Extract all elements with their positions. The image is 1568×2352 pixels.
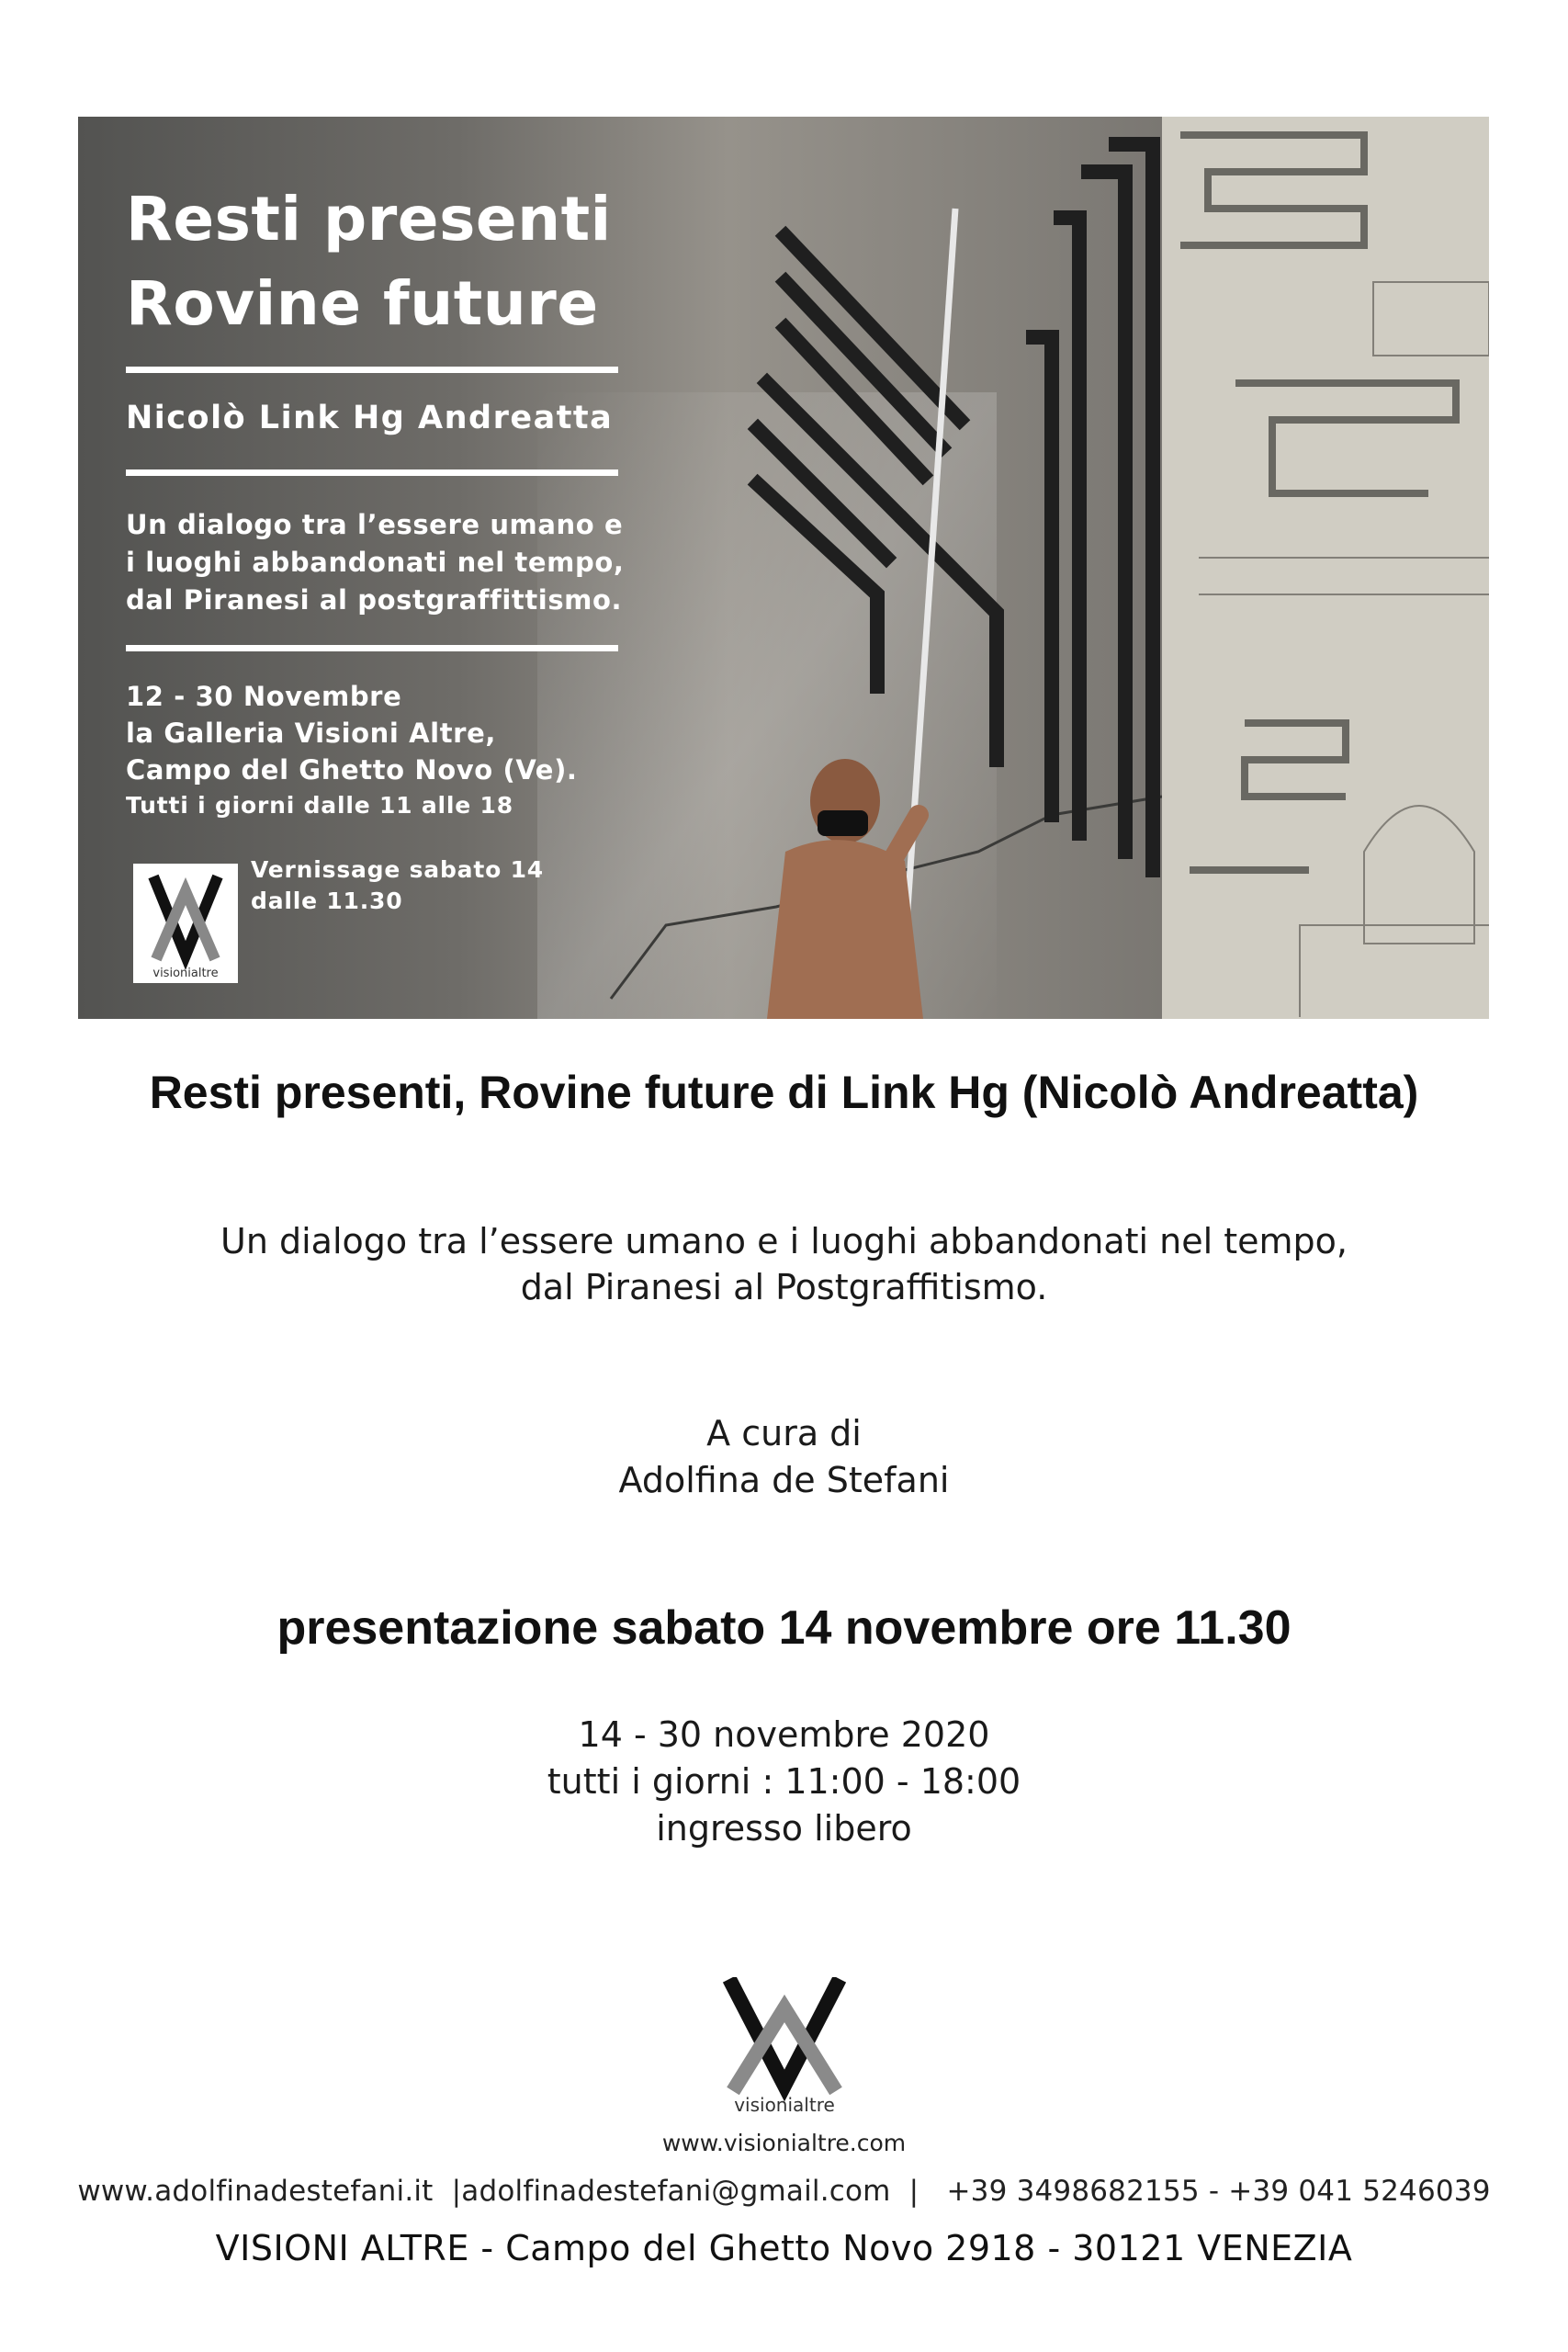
poster-logo-text: visionialtre — [152, 967, 219, 980]
visionialtre-logo-icon — [720, 1977, 849, 2115]
gallery-website-link[interactable]: www.visionialtre.com — [661, 2130, 907, 2156]
poster-vernissage-line: dalle 11.30 — [251, 888, 403, 914]
poster-description-line: dal Piranesi al postgraffittismo. — [126, 584, 623, 616]
exhibition-info — [0, 1712, 1568, 1852]
curator-name: Adolfina de Stefani — [618, 1460, 950, 1500]
description — [0, 1218, 1568, 1310]
poster-description — [126, 506, 624, 619]
curator-label: A cura di — [706, 1413, 862, 1453]
poster-vernissage-line: Vernissage sabato 14 — [251, 856, 544, 883]
description-line: Un dialogo tra l’essere umano e i luoghi abbandonati nel tempo, — [220, 1221, 1348, 1261]
page-title: Resti presenti, Rovine future di Link Hg (Nicolò Andreatta) — [149, 1067, 1419, 1118]
description-line: dal Piranesi al Postgraffitismo. — [520, 1267, 1048, 1307]
poster-divider — [126, 469, 618, 476]
poster-title-line: Rovine future — [126, 268, 599, 339]
exhibition-hours: tutti i giorni : 11:00 - 18:00 — [547, 1761, 1021, 1802]
poster-dates-line: 12 - 30 Novembre — [126, 681, 402, 712]
contact-line[interactable]: www.adolfinadestefani.it |adolfinadestefani@gmail.com | +39 3498682155 - +39 041 5246039 — [77, 2175, 1491, 2208]
poster-logo — [133, 864, 238, 983]
poster-dates-line: Campo del Ghetto Novo (Ve). — [126, 754, 578, 786]
presentation-date: presentazione sabato 14 novembre ore 11.30 — [276, 1601, 1292, 1655]
poster-title — [126, 177, 612, 346]
poster-title-line: Resti presenti — [126, 184, 612, 254]
poster-author: Nicolò Link Hg Andreatta — [126, 400, 614, 436]
gallery-address: VISIONI ALTRE - Campo del Ghetto Novo 2918 - 30121 VENEZIA — [215, 2228, 1353, 2268]
poster-vernissage — [251, 854, 544, 917]
exhibition-dates: 14 - 30 novembre 2020 — [578, 1714, 990, 1755]
poster-divider — [126, 645, 618, 651]
poster-description-line: Un dialogo tra l’essere umano e — [126, 509, 624, 540]
visionialtre-logo-icon — [133, 864, 238, 983]
exhibition-entry: ingresso libero — [656, 1808, 912, 1849]
poster-dates — [126, 678, 578, 788]
poster-dates-line: la Galleria Visioni Altre, — [126, 718, 496, 749]
footer-logo-text: visionialtre — [734, 2094, 835, 2115]
poster-description-line: i luoghi abbandonati nel tempo, — [126, 547, 625, 578]
curator — [0, 1410, 1568, 1504]
poster-divider — [126, 367, 618, 373]
poster-hours: Tutti i giorni dalle 11 alle 18 — [126, 792, 513, 819]
exhibition-poster — [78, 117, 1489, 1019]
